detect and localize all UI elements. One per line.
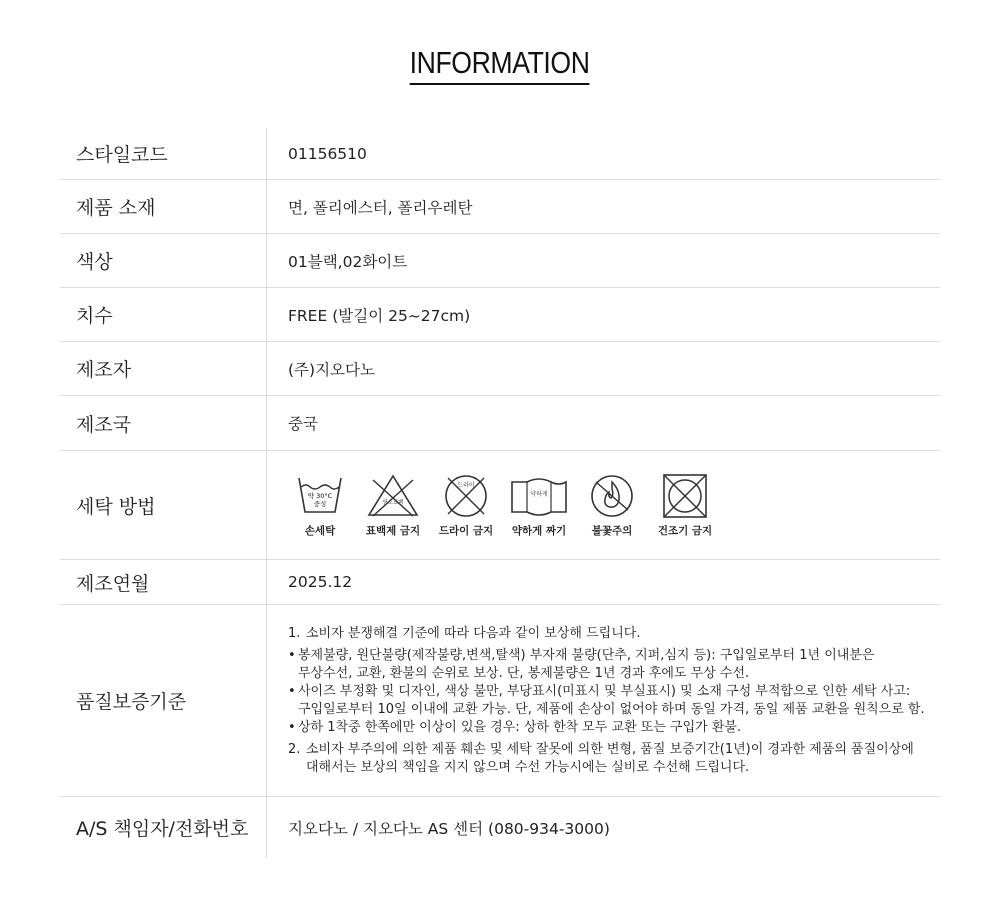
gentle-wring-icon: [507, 472, 571, 520]
row-label: 제조연월: [60, 560, 267, 604]
no-bleach-icon: [361, 472, 425, 520]
row-value: 면, 폴리에스터, 폴리우레탄: [288, 198, 473, 217]
care-item: [288, 472, 352, 538]
row-label: A/S 책임자/전화번호: [60, 797, 267, 858]
care-item: [653, 472, 717, 538]
care-item: [434, 472, 498, 538]
care-caption: 표백제 금지: [365, 525, 421, 537]
flame-caution-icon: [580, 472, 644, 520]
hand-wash-icon: [288, 472, 352, 520]
row-label: 제품 소재: [60, 180, 267, 233]
care-caption: 약하게 짜기: [511, 525, 567, 537]
bullet-dot: •: [288, 719, 296, 735]
table-row: [60, 797, 940, 858]
care-inner-text: 드라이: [457, 482, 475, 489]
row-value: FREE (발길이 25~27cm): [288, 306, 471, 325]
bullet-dot: •: [288, 647, 296, 663]
quality-bullet: [288, 647, 925, 665]
row-label: 제조국: [60, 396, 267, 450]
row-label: 제조자: [60, 342, 267, 395]
bullet-text: 사이즈 부정확 및 디자인, 색상 불만, 부당표시(미표시 및 부실표시) 및 소재 구성 부적합으로 인한 세탁 사고:: [298, 683, 911, 699]
row-value: 중국: [288, 415, 318, 433]
row-label: 치수: [60, 288, 267, 341]
bullet-text: 봉제불량, 원단불량(제작불량,변색,탈색) 부자재 불량(단추, 지퍼,심지 등): 구입일로부터 1년 이내분은: [298, 647, 875, 663]
table-row: [60, 234, 940, 288]
care-icons: [267, 451, 940, 559]
quality-standard: [267, 605, 940, 796]
table-row: [60, 288, 940, 342]
care-caption: 건조기 금지: [657, 525, 713, 537]
item-number: 2.: [288, 741, 301, 757]
table-row: [60, 396, 940, 451]
row-label: 스타일코드: [60, 128, 267, 179]
care-item: [361, 472, 425, 538]
care-inner-text: 중성: [313, 500, 327, 508]
row-value: 01블랙,02화이트: [288, 252, 408, 271]
care-caption: 드라이 금지: [438, 525, 494, 537]
care-inner-text: 약 30°C: [307, 492, 333, 500]
no-dry-clean-icon: [434, 472, 498, 520]
table-row: [60, 180, 940, 234]
row-value: 01156510: [288, 144, 367, 163]
row-label: 품질보증기준: [60, 605, 267, 796]
table-row: [60, 128, 940, 180]
product-info-table: [60, 128, 940, 858]
quality-bullet: [288, 719, 925, 737]
item-text: 대해서는 보상의 책임을 지지 않으며 수선 가능시에는 실비로 수선해 드립니다.: [306, 759, 750, 775]
bullet-text: 상하 1착중 한쪽에만 이상이 있을 경우: 상하 한착 모두 교환 또는 구입가 환불.: [298, 719, 742, 735]
row-label: 세탁 방법: [60, 451, 267, 559]
table-row-care: [60, 451, 940, 560]
care-item: [580, 472, 644, 538]
item-text: 소비자 분쟁해결 기준에 따라 다음과 같이 보상해 드립니다.: [306, 625, 641, 641]
row-value: (주)지오다노: [288, 360, 375, 379]
bullet-text: 무상수선, 교환, 환불의 순위로 보상. 단, 봉제불량은 1년 경과 후에도 무상 수선.: [298, 665, 750, 681]
care-caption: 불꽃주의: [591, 525, 633, 537]
bullet-text: 구입일로부터 10일 이내에 교환 가능. 단, 제품에 손상이 없어야 하며 동일 가격, 동일 제품 교환을 원칙으로 함.: [298, 701, 925, 717]
quality-item: [288, 741, 925, 759]
row-label: 색상: [60, 234, 267, 287]
bullet-dot: •: [288, 683, 296, 699]
care-inner-text: 약하게: [530, 491, 548, 498]
care-item: [507, 472, 571, 538]
item-text: 소비자 부주의에 의한 제품 훼손 및 세탁 잘못에 의한 변형, 품질 보증기간(1년)이 경과한 제품의 품질이상에: [306, 741, 914, 757]
care-inner-text: 염소표백: [382, 500, 404, 506]
page-title-wrap: [0, 44, 1000, 85]
table-row-quality: [60, 605, 940, 797]
page-title: INFORMATION: [410, 44, 590, 85]
quality-item: [288, 625, 925, 643]
quality-bullet: [288, 683, 925, 701]
table-row: [60, 342, 940, 396]
row-value: 2025.12: [288, 573, 353, 591]
care-caption: 손세탁: [304, 525, 336, 537]
row-value: 지오다노 / 지오다노 AS 센터 (080-934-3000): [288, 819, 610, 838]
item-number: 1.: [288, 625, 301, 641]
table-row: [60, 560, 940, 605]
no-tumble-dry-icon: [653, 472, 717, 520]
